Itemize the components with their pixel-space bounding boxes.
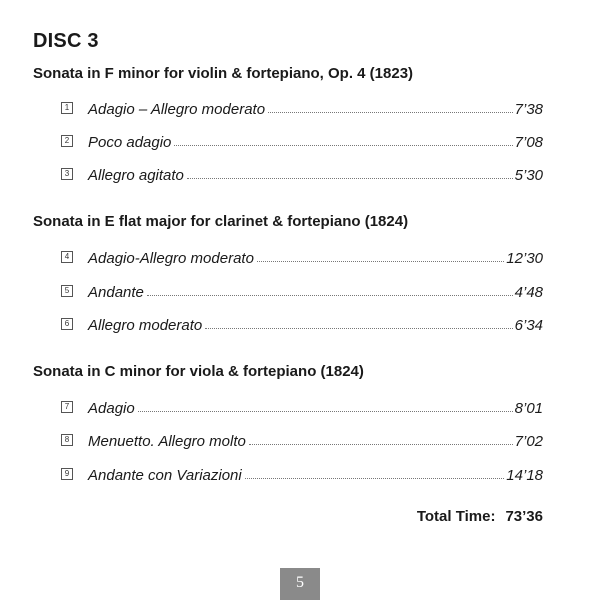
- track-time: 7’38: [514, 101, 543, 118]
- track-row: [61, 245, 543, 267]
- track-number: 3: [61, 168, 73, 180]
- dot-leader: [147, 295, 513, 296]
- track-title: Allegro moderato: [88, 317, 203, 334]
- track-number: 4: [61, 251, 73, 263]
- track-time: 6’34: [514, 317, 543, 334]
- track-number: 5: [61, 285, 73, 297]
- track-time: 8’01: [514, 400, 543, 417]
- track-time: 5’30: [514, 167, 543, 184]
- track-title: Andante con Variazioni: [88, 467, 242, 484]
- track-row: [61, 129, 543, 151]
- total-time-label: Total Time:: [416, 508, 496, 525]
- track-title: Poco adagio: [88, 134, 172, 151]
- track-time: 12’30: [506, 250, 543, 267]
- work-title: Sonata in C minor for viola & fortepiano (1824): [33, 363, 364, 380]
- work-title: Sonata in F minor for violin & fortepiano, Op. 4 (1823): [33, 65, 414, 82]
- dot-leader: [245, 478, 505, 479]
- work-title: Sonata in E flat major for clarinet & fortepiano (1824): [33, 213, 409, 230]
- track-row: [61, 162, 543, 184]
- track-time: 7’08: [514, 134, 543, 151]
- track-title: Allegro agitato: [88, 167, 184, 184]
- track-row: [61, 428, 543, 450]
- track-row: [61, 395, 543, 417]
- track-number: 6: [61, 318, 73, 330]
- disc-title: DISC 3: [33, 30, 99, 52]
- total-time-value: 73’36: [505, 508, 543, 525]
- dot-leader: [249, 444, 513, 445]
- track-title: Andante: [88, 284, 144, 301]
- track-number: 1: [61, 102, 73, 114]
- track-time: 14’18: [506, 467, 543, 484]
- track-number: 7: [61, 401, 73, 413]
- track-title: Adagio – Allegro moderato: [88, 101, 266, 118]
- track-row: [61, 312, 543, 334]
- total-time: [417, 508, 543, 525]
- track-time: 4’48: [514, 284, 543, 301]
- dot-leader: [205, 328, 512, 329]
- page-number: 5: [280, 568, 320, 600]
- track-number: 2: [61, 135, 73, 147]
- track-title: Adagio: [88, 400, 135, 417]
- dot-leader: [187, 178, 513, 179]
- dot-leader: [138, 411, 513, 412]
- dot-leader: [268, 112, 513, 113]
- track-title: Adagio-Allegro moderato: [88, 250, 254, 267]
- track-number: 8: [61, 434, 73, 446]
- track-time: 7’02: [514, 433, 543, 450]
- track-title: Menuetto. Allegro molto: [88, 433, 246, 450]
- track-row: [61, 96, 543, 118]
- track-row: [61, 462, 543, 484]
- track-number: 9: [61, 468, 73, 480]
- dot-leader: [257, 261, 504, 262]
- track-row: [61, 279, 543, 301]
- dot-leader: [174, 145, 512, 146]
